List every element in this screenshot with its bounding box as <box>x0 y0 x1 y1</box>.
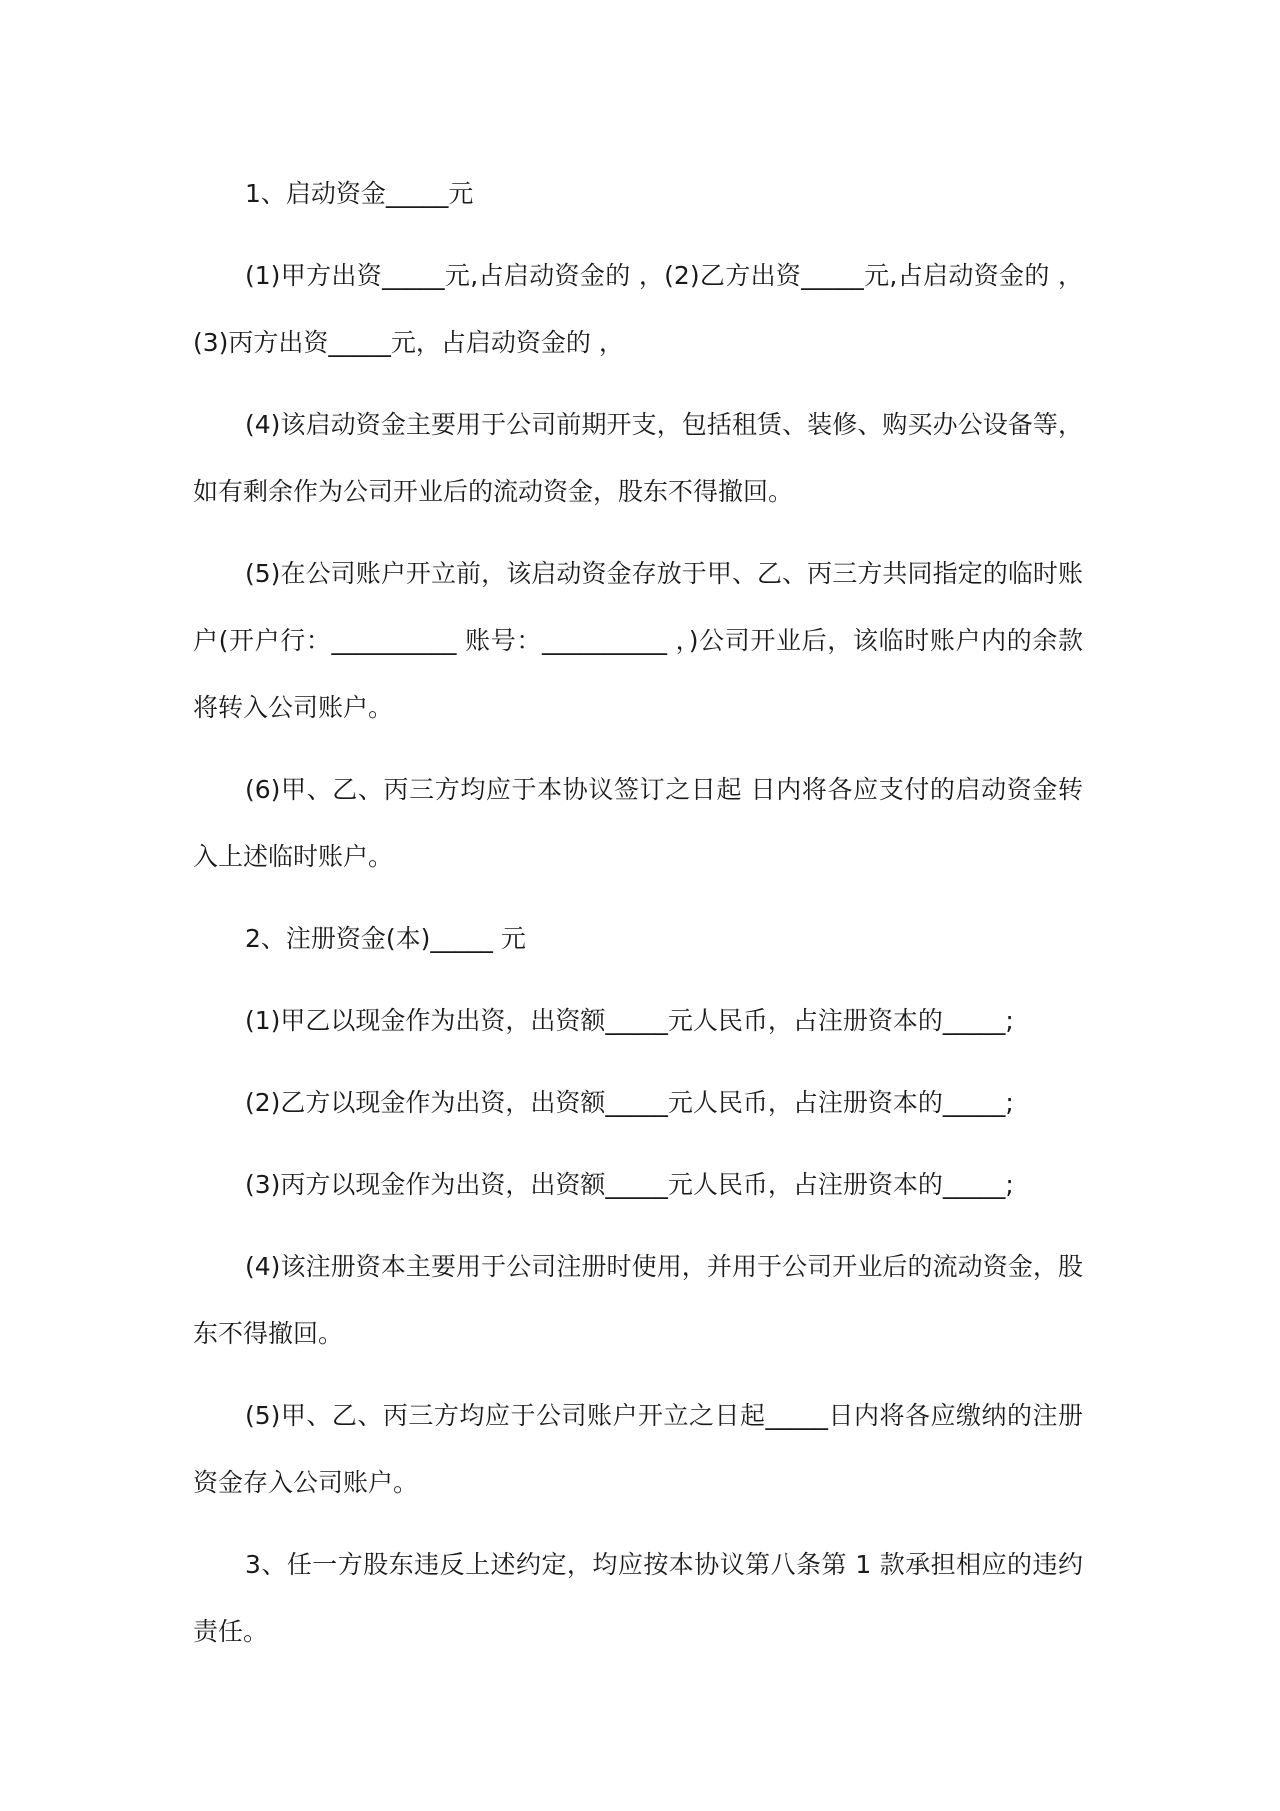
clause-2-item-2: (2)乙方以现金作为出资，出资额_____元人民币，占注册资本的_____; <box>245 1088 1014 1117</box>
clause-3: 3、任一方股东违反上述约定，均应按本协议第八条第 1 款承担相应的违约责任。 <box>193 1550 1083 1646</box>
clause-1-item-6: (6)甲、乙、丙三方均应于本协议签订之日起 日内将各应支付的启动资金转入上述临时账户。 <box>193 775 1083 871</box>
clause-2-item-3: (3)丙方以现金作为出资，出资额_____元人民币，占注册资本的_____; <box>245 1170 1014 1199</box>
clause-2-item-4: (4)该注册资本主要用于公司注册时使用，并用于公司开业后的流动资金，股东不得撤回。 <box>193 1252 1083 1348</box>
document-body <box>193 160 1083 1680</box>
clause-1-heading: 1、启动资金_____元 <box>245 179 474 208</box>
clause-1-item-1-2-3: (1)甲方出资_____元,占启动资金的 ，(2)乙方出资_____元,占启动资金的 ，(3)丙方出资_____元，占启动资金的 ， <box>193 261 1083 357</box>
clause-1-item-5: (5)在公司账户开立前，该启动资金存放于甲、乙、丙三方共同指定的临时账户(开户行：__________ 账号：__________ ，)公司开业后，该临时账户内的余款将转入公司账户。 <box>193 559 1083 722</box>
clause-1-item-4: (4)该启动资金主要用于公司前期开支，包括租赁、装修、购买办公设备等，如有剩余作为公司开业后的流动资金，股东不得撤回。 <box>193 410 1083 506</box>
clause-2-heading: 2、注册资金(本)_____ 元 <box>245 924 526 953</box>
clause-2-item-5: (5)甲、乙、丙三方均应于公司账户开立之日起_____日内将各应缴纳的注册资金存入公司账户。 <box>193 1401 1083 1497</box>
clause-2-item-1: (1)甲乙以现金作为出资，出资额_____元人民币，占注册资本的_____; <box>245 1006 1014 1035</box>
